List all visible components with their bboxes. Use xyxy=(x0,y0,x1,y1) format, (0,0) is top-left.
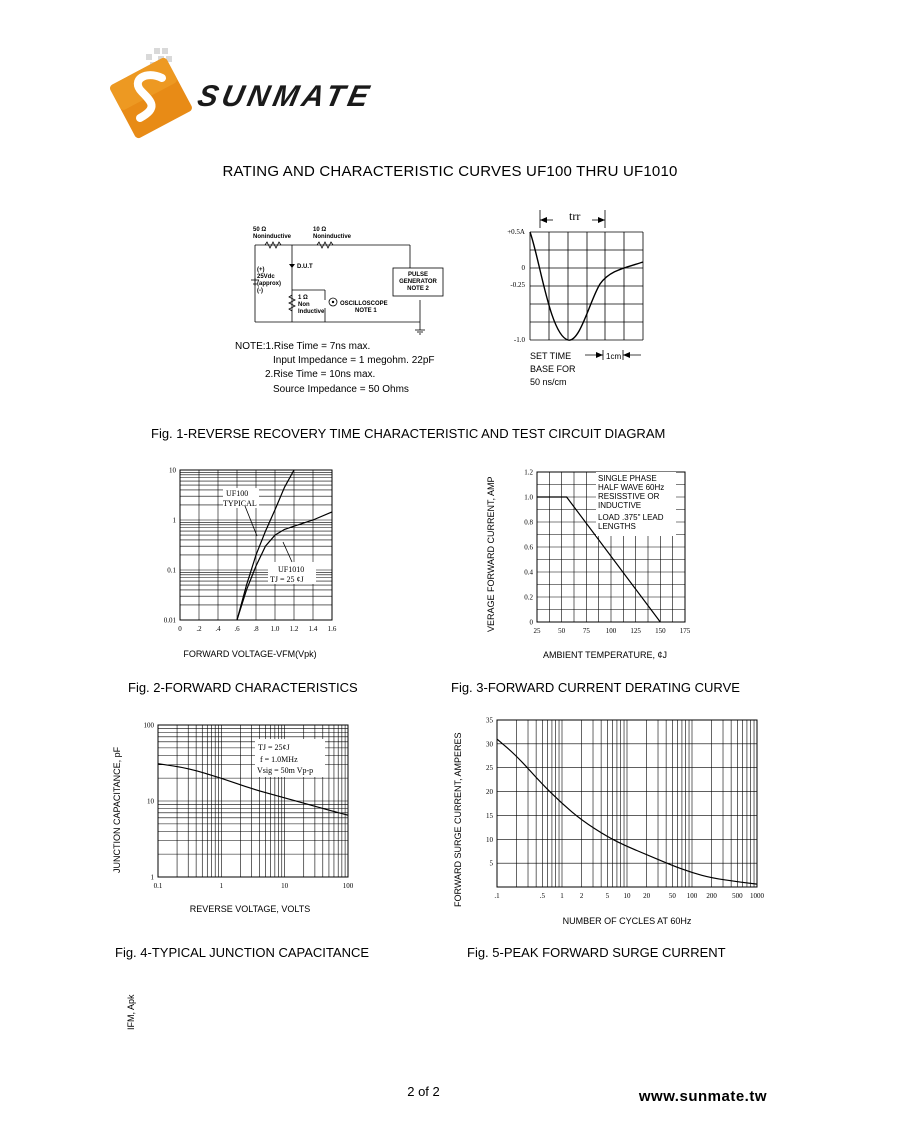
set-time-label: 50 ns/cm xyxy=(530,377,567,387)
fig3-chart xyxy=(480,460,710,670)
fig3-annotation: INDUCTIVE xyxy=(598,501,642,510)
x-tick-label: 125 xyxy=(630,627,641,635)
fig2-annotation: TYPICAL xyxy=(223,499,257,508)
y-tick-label: 10 xyxy=(169,466,176,475)
x-tick-label: 25 xyxy=(533,627,541,635)
wave-y-label: -0.25 xyxy=(510,281,525,289)
fig2-caption: Fig. 2-FORWARD CHARACTERISTICS xyxy=(128,680,358,695)
y-tick-label: 30 xyxy=(486,740,493,749)
y-tick-label: 0.4 xyxy=(524,568,533,577)
x-tick-label: 75 xyxy=(582,627,590,635)
wave-y-label: -1.0 xyxy=(513,336,525,344)
fig4-annotation: TJ = 25¢J xyxy=(258,743,290,752)
x-tick-label: 5 xyxy=(605,892,610,900)
y-tick-label: 0.1 xyxy=(167,566,176,575)
unit-label: 1cm xyxy=(606,352,622,361)
y-tick-label: 10 xyxy=(147,797,154,806)
x-tick-label: 100 xyxy=(686,892,698,900)
x-tick-label: 200 xyxy=(706,892,717,900)
y-tick-label: 10 xyxy=(486,835,493,844)
note-line-4: Source Impedance = 50 Ohms xyxy=(273,384,409,395)
test-circuit-diagram xyxy=(245,220,455,335)
fig3-annotation: LOAD .375" LEAD xyxy=(598,513,664,522)
fig1-caption: Fig. 1-REVERSE RECOVERY TIME CHARACTERISTIC AND TEST CIRCUIT DIAGRAM xyxy=(151,426,666,441)
fig4-ylabel: JUNCTION CAPACITANCE, pF xyxy=(112,746,122,873)
fig5-caption: Fig. 5-PEAK FORWARD SURGE CURRENT xyxy=(467,945,726,960)
fig3-annotation: RESISSTIVE OR xyxy=(598,492,660,501)
x-tick-label: 100 xyxy=(605,627,617,635)
page-number: 2 of 2 xyxy=(407,1084,440,1099)
x-tick-label: .2 xyxy=(196,625,202,633)
fig4-caption: Fig. 4-TYPICAL JUNCTION CAPACITANCE xyxy=(115,945,370,960)
x-tick-label: 50 xyxy=(558,627,566,635)
source-approx: (approx) xyxy=(257,281,281,287)
y-tick-label: 0.8 xyxy=(524,518,533,527)
x-tick-label: 1.0 xyxy=(270,625,280,633)
x-tick-label: 150 xyxy=(655,627,666,635)
y-tick-label: 0.6 xyxy=(524,543,533,552)
x-tick-label: .8 xyxy=(253,625,259,633)
pulse-label-1: PULSE xyxy=(407,272,429,278)
set-time-label: SET TIME xyxy=(530,351,572,361)
page-title: RATING AND CHARACTERISTIC CURVES UF100 THRU UF1010 xyxy=(222,163,678,180)
x-tick-label: 500 xyxy=(732,892,743,900)
sunmate-logo xyxy=(106,44,196,134)
note-line-3: 2.Rise Time = 10ns max. xyxy=(265,369,376,380)
x-tick-label: 1.6 xyxy=(327,625,337,633)
set-time-label: BASE FOR xyxy=(530,364,576,374)
x-tick-label: .4 xyxy=(215,625,221,633)
x-tick-label: 10 xyxy=(623,892,631,900)
fig2-annotation: TJ = 25 ¢J xyxy=(270,575,304,584)
fig2-annotation: UF100 xyxy=(226,489,249,498)
fig3-xlabel: AMBIENT TEMPERATURE, ¢J xyxy=(542,650,668,660)
reverse-recovery-waveform xyxy=(495,200,655,400)
x-tick-label: 0 xyxy=(178,625,182,633)
x-tick-label: .1 xyxy=(494,892,500,900)
fig4-xlabel: REVERSE VOLTAGE, VOLTS xyxy=(189,904,311,914)
r2-label: 10 Ω xyxy=(313,227,327,233)
y-tick-label: 1.2 xyxy=(524,468,533,477)
x-tick-label: 1000 xyxy=(750,892,764,900)
trr-label: trr xyxy=(569,209,581,223)
fig3-ylabel: VERAGE FORWARD CURRENT, AMP xyxy=(486,476,496,632)
note-line-2: Input Impedance = 1 megohm. 22pF xyxy=(273,355,435,366)
fig3-caption: Fig. 3-FORWARD CURRENT DERATING CURVE xyxy=(451,680,740,695)
r1-label: 50 Ω xyxy=(253,227,267,233)
source-minus: (-) xyxy=(257,288,263,294)
y-tick-label: 0 xyxy=(529,618,533,627)
y-tick-label: 1 xyxy=(172,516,176,525)
dut-diode-icon xyxy=(289,264,295,268)
fig2-xlabel: FORWARD VOLTAGE-VFM(Vpk) xyxy=(183,649,317,659)
fig2-annotation: UF1010 xyxy=(278,565,305,574)
x-tick-label: 1.2 xyxy=(289,625,299,633)
y-tick-label: 1.0 xyxy=(524,493,533,502)
fig3-annotation: SINGLE PHASE xyxy=(598,474,657,483)
fig4-annotation: f = 1.0MHz xyxy=(260,755,298,764)
fig2-ylabel: IFM, Apk xyxy=(126,994,136,1030)
y-tick-label: 25 xyxy=(486,764,493,773)
note-line-1: NOTE:1.Rise Time = 7ns max. xyxy=(235,341,371,352)
r3-note1: Non xyxy=(298,302,310,308)
source-plus: (+) xyxy=(257,267,265,273)
fig4-annotation: Vsig = 50m Vp-p xyxy=(257,766,314,775)
x-tick-label: 2 xyxy=(579,892,584,900)
website-link[interactable]: www.sunmate.tw xyxy=(638,1088,767,1105)
y-tick-label: 35 xyxy=(486,716,493,725)
scope-note: NOTE 1 xyxy=(355,308,377,314)
y-tick-label: 15 xyxy=(486,811,493,820)
x-tick-label: .5 xyxy=(539,892,546,900)
fig5-grid xyxy=(497,720,757,887)
scope-label: OSCILLOSCOPE xyxy=(340,301,388,307)
y-tick-label: 20 xyxy=(486,788,493,797)
dut-label: D.U.T xyxy=(297,264,313,270)
pulse-label-3: NOTE 2 xyxy=(407,286,429,292)
x-tick-label: 100 xyxy=(342,882,354,890)
fig3-annotation: HALF WAVE 60Hz xyxy=(598,483,665,492)
x-tick-label: 0.1 xyxy=(153,882,163,890)
wave-y-label: +0.5A xyxy=(507,228,525,236)
r3-note2: Inductive xyxy=(298,309,325,315)
x-tick-label: .6 xyxy=(234,625,240,633)
brand-wordmark: SUNMATE xyxy=(194,80,376,113)
r1-note: Noninductive xyxy=(253,234,292,240)
source-voltage: 25Vdc xyxy=(257,274,275,280)
wave-y-label: 0 xyxy=(521,264,525,272)
r2-note: Noninductive xyxy=(313,234,352,240)
x-tick-label: 1 xyxy=(560,892,564,900)
x-tick-label: 1 xyxy=(219,882,224,890)
y-tick-label: 0.2 xyxy=(524,593,533,602)
r3-label: 1 Ω xyxy=(298,295,308,301)
x-tick-label: 175 xyxy=(679,627,691,635)
fig3-annotation: LENGTHS xyxy=(598,522,636,531)
x-tick-label: 20 xyxy=(643,892,651,900)
pulse-label-2: GENERATOR xyxy=(399,279,437,285)
y-tick-label: 0.01 xyxy=(163,616,176,625)
x-tick-label: 1.4 xyxy=(308,625,318,633)
y-tick-label: 100 xyxy=(143,721,154,730)
y-tick-label: 5 xyxy=(489,859,493,868)
fig4-chart xyxy=(105,715,375,920)
fig5-xlabel: NUMBER OF CYCLES AT 60Hz xyxy=(562,916,692,926)
x-tick-label: 10 xyxy=(281,882,289,890)
fig5-ylabel: FORWARD SURGE CURRENT, AMPERES xyxy=(453,732,463,907)
x-tick-label: 50 xyxy=(668,892,676,900)
fig5-chart xyxy=(445,712,775,932)
y-tick-label: 1 xyxy=(150,873,154,882)
